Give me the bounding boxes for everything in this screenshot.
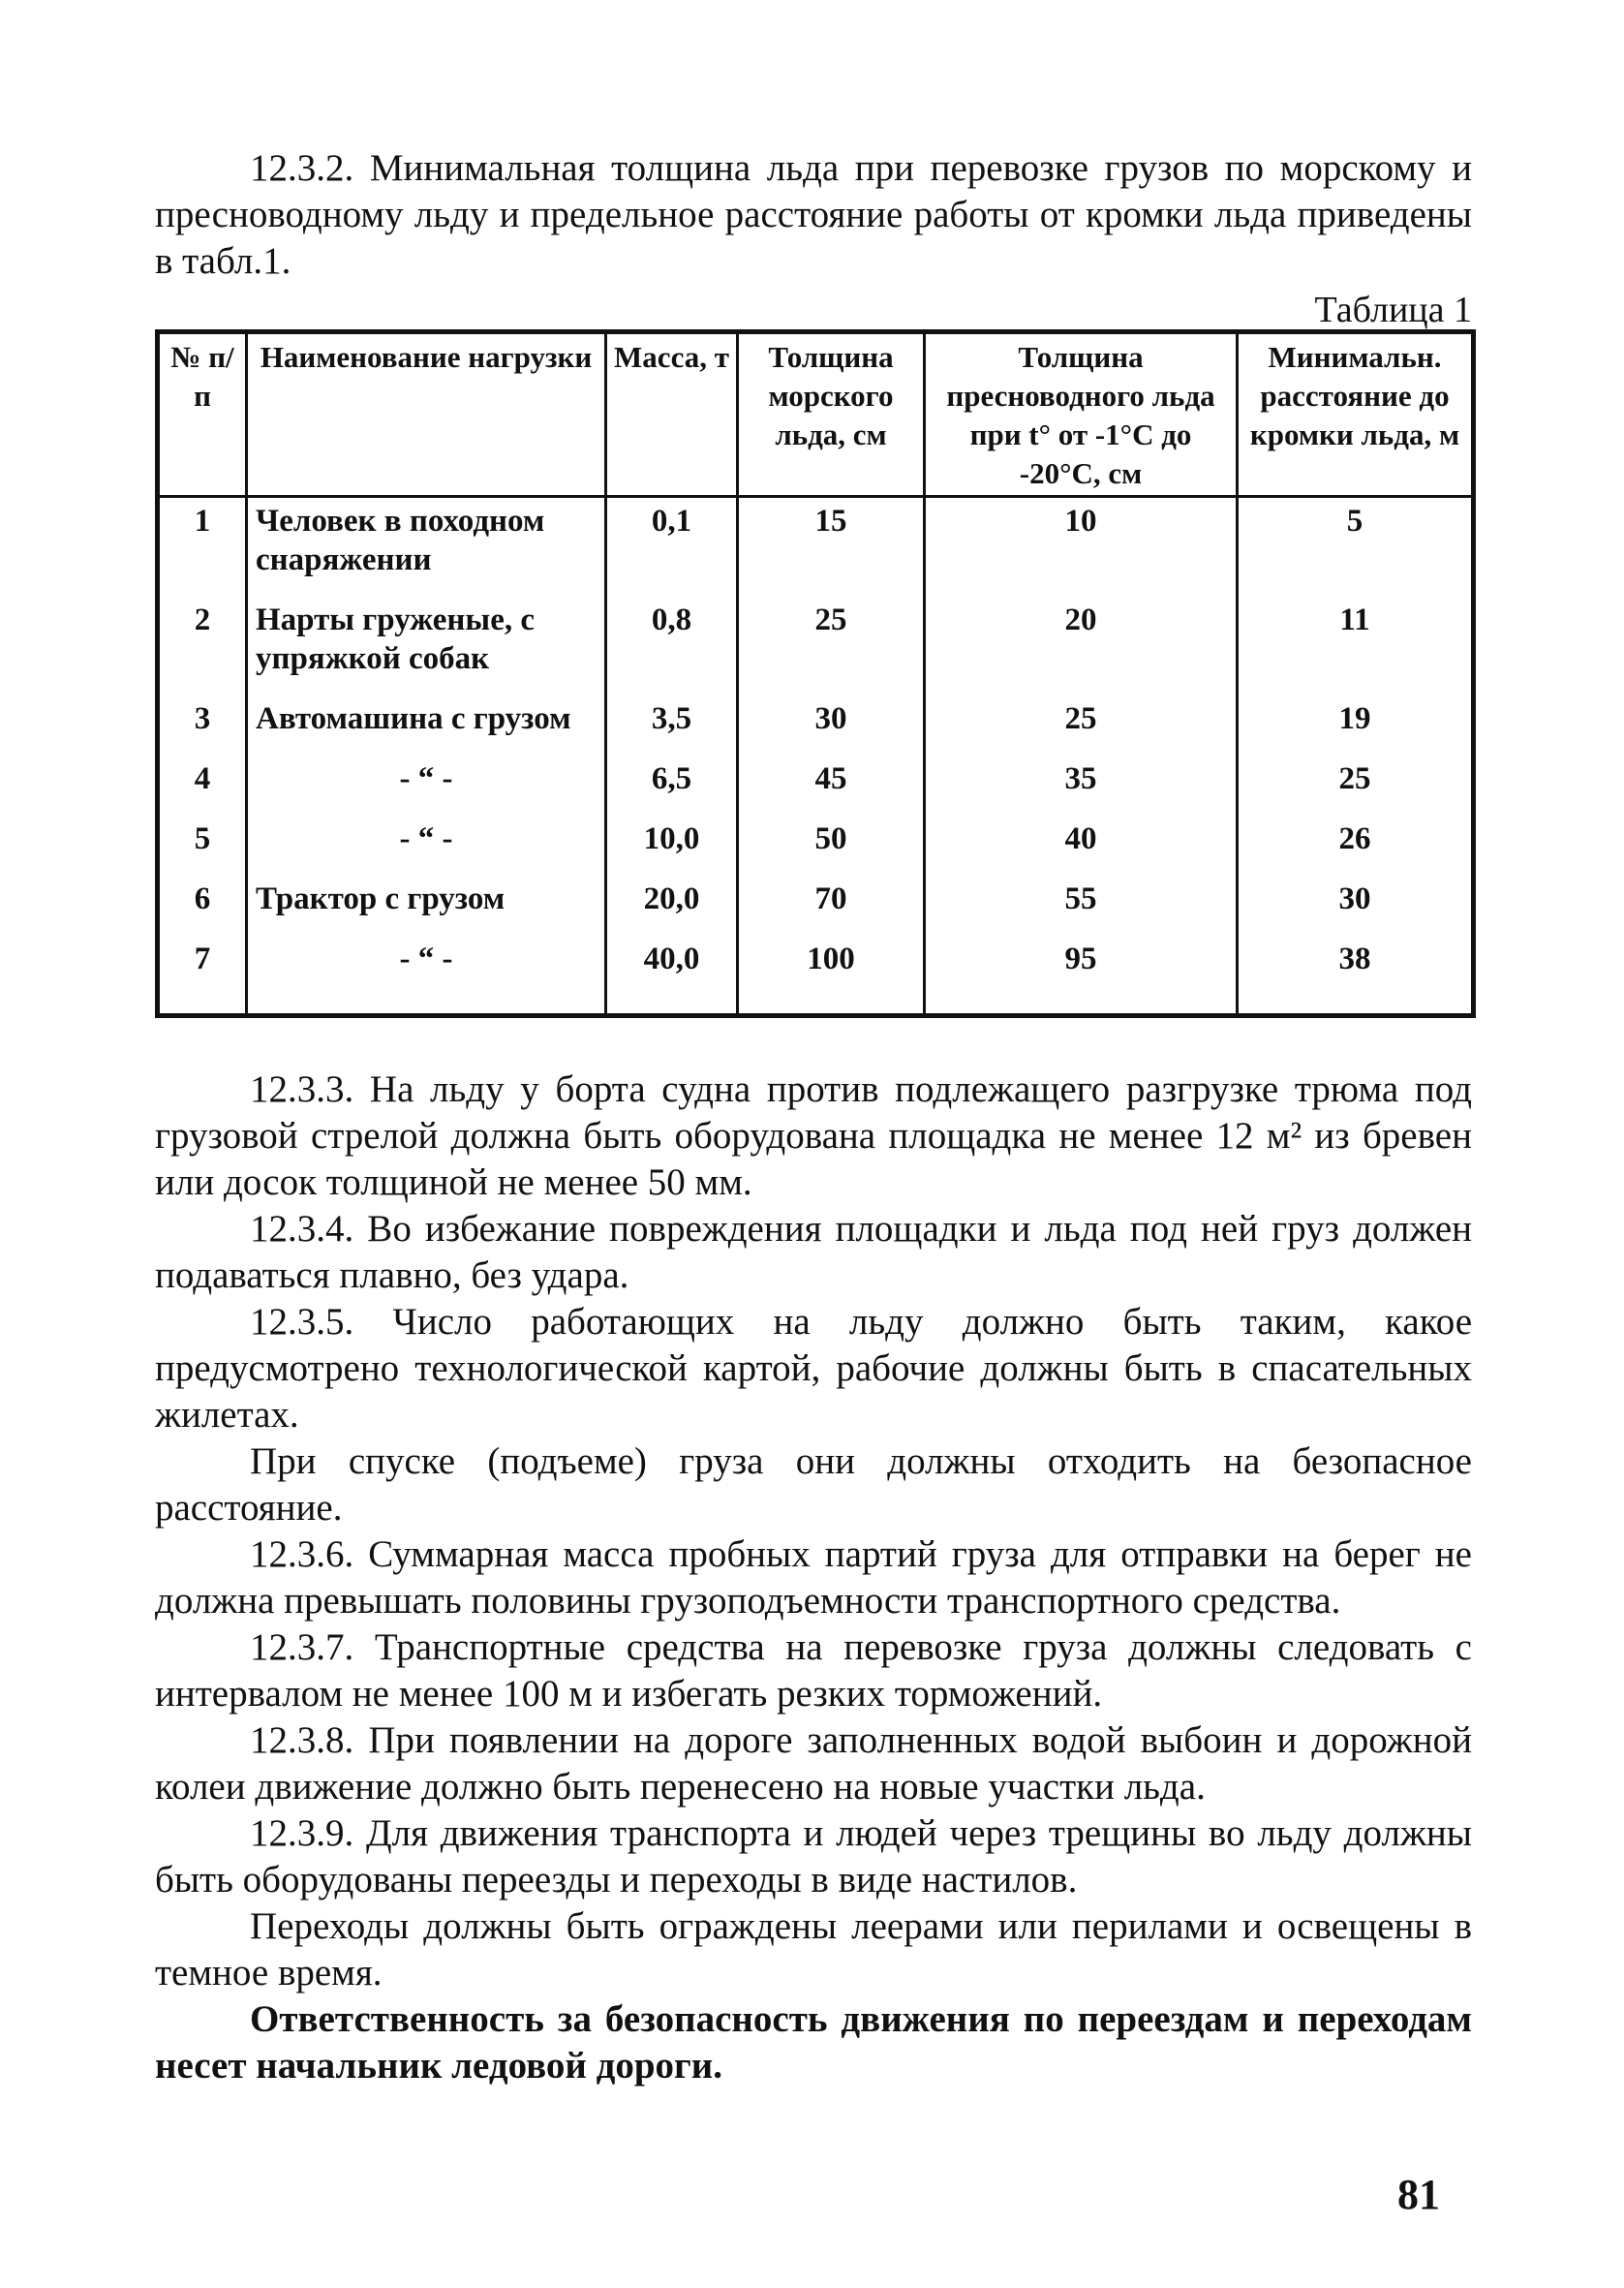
cell-sea-ice: 30 <box>738 696 925 756</box>
table-header-row <box>158 332 1474 497</box>
cell-fresh-ice: 25 <box>925 696 1238 756</box>
cell-min-distance: 38 <box>1238 936 1474 1016</box>
header-sea-ice: Толщина морского льда, см <box>738 332 925 497</box>
ice-thickness-table <box>155 329 1476 1018</box>
paragraph: 12.3.9. Для движения транспорта и людей через трещины во льду должны быть оборудованы переезды и переходы в виде настилов. <box>155 1812 1472 1901</box>
cell-load-name: Трактор с грузом <box>247 876 606 936</box>
table-row <box>158 816 1474 876</box>
table-row <box>158 597 1474 696</box>
cell-load-name: Нарты груженые, с упряжкой собак <box>247 597 606 696</box>
cell-number: 2 <box>158 597 247 696</box>
table-body <box>158 497 1474 1016</box>
cell-number: 3 <box>158 696 247 756</box>
paragraph: При спуске (подъеме) груза они должны отходить на безопасное расстояние. <box>155 1440 1472 1529</box>
cell-min-distance: 5 <box>1238 497 1474 598</box>
cell-load-name: Автомашина с грузом <box>247 696 606 756</box>
table-row <box>158 936 1474 1016</box>
table-row <box>158 756 1474 816</box>
cell-number: 4 <box>158 756 247 816</box>
paragraph: 12.3.3. На льду у борта судна против подлежащего разгрузке трюма под грузовой стрелой должна быть оборудована площадка не менее 12 м² из бревен или досок толщиной не менее 50 мм. <box>155 1068 1472 1203</box>
cell-sea-ice: 45 <box>738 756 925 816</box>
document-page <box>155 145 1472 2089</box>
table-row <box>158 876 1474 936</box>
cell-sea-ice: 25 <box>738 597 925 696</box>
cell-mass: 20,0 <box>606 876 738 936</box>
body-text <box>155 1067 1472 2089</box>
paragraph: 12.3.5. Число работающих на льду должно быть таким, какое предусмотрено технологической картой, рабочие должны быть в спасательных жилетах. <box>155 1301 1472 1436</box>
cell-load-name: - “ - <box>247 756 606 816</box>
header-mass: Масса, т <box>606 332 738 497</box>
cell-fresh-ice: 55 <box>925 876 1238 936</box>
cell-fresh-ice: 20 <box>925 597 1238 696</box>
cell-sea-ice: 15 <box>738 497 925 598</box>
cell-number: 7 <box>158 936 247 1016</box>
cell-fresh-ice: 95 <box>925 936 1238 1016</box>
cell-number: 5 <box>158 816 247 876</box>
cell-fresh-ice: 40 <box>925 816 1238 876</box>
cell-min-distance: 25 <box>1238 756 1474 816</box>
paragraph: 12.3.6. Суммарная масса пробных партий груза для отправки на берег не должна превышать половины грузоподъемности транспортного средства. <box>155 1533 1472 1622</box>
cell-mass: 3,5 <box>606 696 738 756</box>
cell-load-name: - “ - <box>247 936 606 1016</box>
cell-load-name: - “ - <box>247 816 606 876</box>
paragraph: Переходы должны быть ограждены леерами или перилами и освещены в темное время. <box>155 1905 1472 1994</box>
cell-mass: 0,1 <box>606 497 738 598</box>
paragraph-bold: Ответственность за безопасность движения по переездам и переходам несет начальник ледовой дороги. <box>155 1998 1472 2087</box>
cell-mass: 40,0 <box>606 936 738 1016</box>
table-caption: Таблица 1 <box>1314 290 1472 330</box>
paragraph: 12.3.8. При появлении на дороге заполненных водой выбоин и дорожной колеи движение должно быть перенесено на новые участки льда. <box>155 1719 1472 1808</box>
cell-min-distance: 30 <box>1238 876 1474 936</box>
cell-sea-ice: 70 <box>738 876 925 936</box>
cell-sea-ice: 50 <box>738 816 925 876</box>
cell-sea-ice: 100 <box>738 936 925 1016</box>
cell-number: 6 <box>158 876 247 936</box>
cell-number: 1 <box>158 497 247 598</box>
header-number: № п/п <box>158 332 247 497</box>
cell-mass: 6,5 <box>606 756 738 816</box>
cell-fresh-ice: 35 <box>925 756 1238 816</box>
paragraph: 12.3.4. Во избежание повреждения площадки и льда под ней груз должен подаваться плавно, без удара. <box>155 1208 1472 1296</box>
intro-paragraph: 12.3.2. Минимальная толщина льда при перевозке грузов по морскому и пресноводному льду и предельное расстояние работы от кромки льда приведены в табл.1. <box>155 147 1472 282</box>
table-row <box>158 696 1474 756</box>
header-load-name: Наименование нагрузки <box>247 332 606 497</box>
table-row <box>158 497 1474 598</box>
page-number: 81 <box>1397 2171 1440 2218</box>
cell-min-distance: 11 <box>1238 597 1474 696</box>
cell-load-name: Человек в походном снаряжении <box>247 497 606 598</box>
cell-fresh-ice: 10 <box>925 497 1238 598</box>
header-min-distance: Минимальн. расстояние до кромки льда, м <box>1238 332 1474 497</box>
header-fresh-ice: Толщина пресноводного льда при t° от -1°С до -20°С, см <box>925 332 1238 497</box>
cell-mass: 0,8 <box>606 597 738 696</box>
cell-mass: 10,0 <box>606 816 738 876</box>
cell-min-distance: 19 <box>1238 696 1474 756</box>
paragraph: 12.3.7. Транспортные средства на перевозке груза должны следовать с интервалом не менее 100 м и избегать резких торможений. <box>155 1626 1472 1715</box>
cell-min-distance: 26 <box>1238 816 1474 876</box>
